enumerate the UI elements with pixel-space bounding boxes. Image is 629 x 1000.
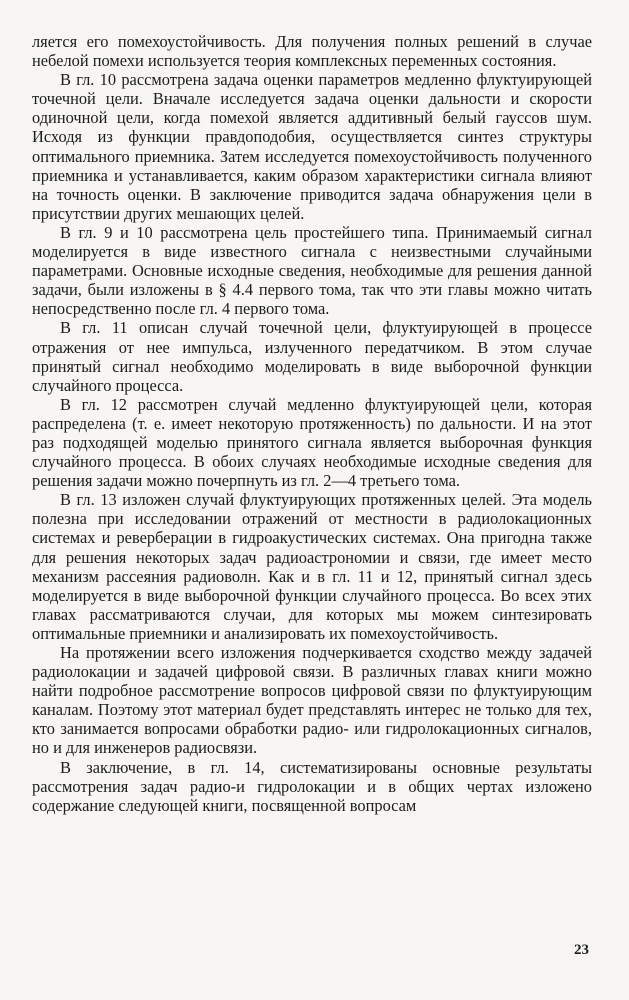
page-number: 23: [574, 942, 589, 958]
paragraph-chapter-10: В гл. 10 рассмотрена задача оценки параметров медленно флуктуирующей точечной цели. Вначале исследуется задача оценки дальности и скорости одиночной цели, когда помехой является аддитивный белый гауссов шум. Исходя из функции правдоподобия, осуществляется синтез структуры оптимального приемника. Затем исследуется помехоустойчивость полученного приемника и устанавливается, каким образом характеристики сигнала влияют на точность оценки. В заключение приводится задача обнаружения цели в присутствии других мешающих целей.: [32, 70, 592, 223]
paragraph-radar-comm: На протяжении всего изложения подчеркивается сходство между задачей радиолокации и задачей цифровой связи. В различных главах книги можно найти подробное рассмотрение вопросов цифровой связи по флуктуирующим каналам. Поэтому этот материал будет представлять интерес не только для тех, кто занимается вопросами обработки радио- или гидролокационных сигналов, но и для инженеров радиосвязи.: [32, 643, 592, 758]
page-body: [32, 32, 592, 815]
paragraph-continuation: ляется его помехоустойчивость. Для получения полных решений в случае небелой помехи используется теория комплексных переменных состояния.: [32, 32, 592, 71]
paragraph-chapter-12: В гл. 12 рассмотрен случай медленно флуктуирующей цели, которая распределена (т. е. имеет некоторую протяженность) по дальности. И на этот раз подходящей моделью принятого сигнала является выборочная функция случайного процесса. В обоих случаях необходимые исходные сведения для решения задачи можно почерпнуть из гл. 2—4 третьего тома.: [32, 394, 592, 491]
paragraph-chapter-14: В заключение, в гл. 14, систематизированы основные результаты рассмотрения задач радио-и гидролокации и в общих чертах изложено содержание следующей книги, посвященной вопросам: [32, 757, 592, 815]
paragraph-chapters-9-10: В гл. 9 и 10 рассмотрена цель простейшего типа. Принимаемый сигнал моделируется в виде известного сигнала с неизвестными случайными параметрами. Основные исходные сведения, необходимые для решения данной задачи, были изложены в § 4.4 первого тома, так что эти главы можно читать непосредственно после гл. 4 первого тома.: [32, 222, 592, 319]
paragraph-chapter-13: В гл. 13 изложен случай флуктуирующих протяженных целей. Эта модель полезна при исследовании отражений от местности в радиолокационных системах и реверберации в гидроакустических системах. Она пригодна также для решения некоторых задач радиоастрономии и связи, где имеет место механизм рассеяния радиоволн. Как и в гл. 11 и 12, принятый сигнал здесь моделируется в виде выборочной функции случайного процесса. Во всех этих главах рассматриваются случаи, для которых мы можем синтезировать оптимальные приемники и анализировать их помехоустойчивость.: [32, 490, 592, 643]
paragraph-chapter-11: В гл. 11 описан случай точечной цели, флуктуирующей в процессе отражения от нее импульса, излученного передатчиком. В этом случае принятый сигнал необходимо моделировать в виде выборочной функции случайного процесса.: [32, 318, 592, 395]
